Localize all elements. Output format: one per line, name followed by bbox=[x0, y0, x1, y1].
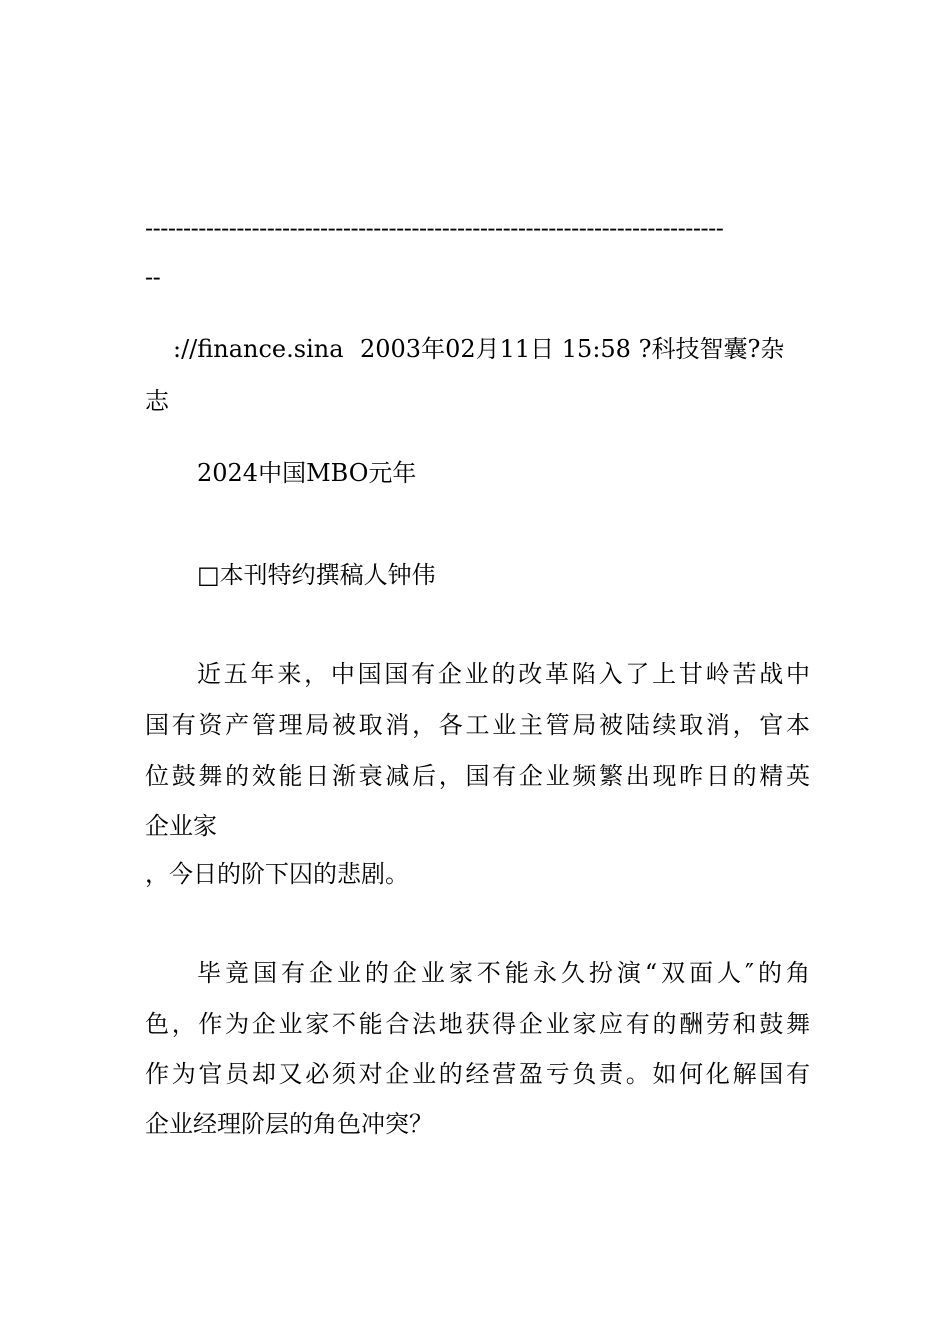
divider-line-end: -- bbox=[145, 263, 161, 291]
source-line-continuation: 志 bbox=[145, 387, 169, 415]
article-title: 2024中国MBO元年 bbox=[197, 459, 417, 487]
paragraph-1-line: 国有资产管理局被取消，各工业主管局被陆续取消，官本 bbox=[145, 711, 810, 739]
source-url: ://finance.sina bbox=[173, 335, 344, 363]
paragraph-1-line: ，今日的阶下囚的悲剧。 bbox=[145, 860, 409, 888]
paragraph-2-line: 企业经理阶层的角色冲突？ bbox=[145, 1110, 433, 1138]
divider-line: ---------------------------------------------------------------------------- bbox=[145, 214, 724, 242]
paragraph-2-line: 作为官员却又必须对企业的经营盈亏负责。如何化解国有 bbox=[145, 1060, 810, 1088]
source-date-publication: 2003年02月11日 15:58 ?科技智囊?杂 bbox=[360, 335, 785, 363]
paragraph-2-line: 色，作为企业家不能合法地获得企业家应有的酬劳和鼓舞 bbox=[145, 1010, 810, 1038]
paragraph-2-line: 毕竟国有企业的企业家不能永久扮演“双面人″的角 bbox=[197, 959, 810, 987]
paragraph-1-line: 企业家 bbox=[145, 812, 217, 840]
paragraph-1-line: 位鼓舞的效能日渐衰减后，国有企业频繁出现昨日的精英 bbox=[145, 762, 810, 790]
paragraph-1-line: 近五年来，中国国有企业的改革陷入了上甘岭苦战中 bbox=[197, 660, 810, 688]
source-line bbox=[173, 334, 810, 364]
article-byline: □本刊特约撰稿人钟伟 bbox=[197, 561, 436, 589]
